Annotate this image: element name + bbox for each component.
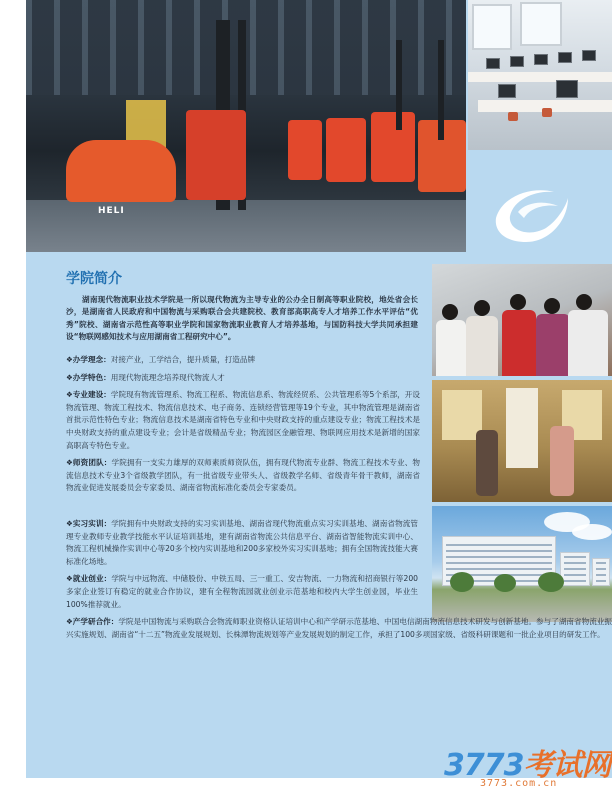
- forklift: [371, 112, 415, 182]
- intro-paragraph: 湖南现代物流职业技术学院是一所以现代物流为主导专业的公办全日制高等职业院校，地处省会长沙，是湖南省人民政府和中国物流与采购联合会共建院校、教育部高职高专人才培养工作水平评估“优秀”院校、湖南省示范性高等职业学院和国家物流职业教育人才培养基地，与国防科技大学共同承担建设“物联网感知技术与应用湖南省工程研究中心”。: [66, 295, 418, 342]
- info-item: [66, 573, 418, 611]
- watermark-number: 3773: [444, 748, 524, 783]
- watermark-url: 3773.com.cn: [480, 778, 558, 789]
- forklift: [186, 110, 246, 200]
- monitor: [556, 80, 578, 98]
- forklift-brand-label: HELI: [98, 206, 125, 216]
- forklift: [326, 118, 366, 182]
- student: [576, 294, 592, 310]
- lab-window: [520, 2, 562, 46]
- info-item: [66, 372, 420, 385]
- student: [466, 316, 498, 376]
- student: [476, 430, 498, 496]
- student: [436, 320, 466, 376]
- student: [442, 304, 458, 320]
- monitor: [558, 52, 572, 63]
- info-item-label: ❖办学特色：: [66, 372, 111, 382]
- warehouse-forklift-photo: [26, 0, 466, 252]
- info-item-label: ❖专业建设：: [66, 390, 111, 400]
- info-item-label: ❖办学理念：: [66, 355, 111, 364]
- student: [510, 294, 526, 310]
- info-item-text: 学院现有物流管理系、物流工程系、物流信息系、物流经贸系、公共管理系等5个系部，开设物流管理、物流工程技术、物流信息技术、电子商务、连锁经营管理等19个专业，其中物流管理是湖南省首批示范性特色专业；物流信息技术是湖南省特色专业和中央财政支持的重点建设专业；物流工程技术是中央财政支持的重点建设专业；会计是省级精品专业；物流园区金融管理、物联网应用技术是新增的国家高职高专特色专业。: [66, 390, 420, 450]
- monitor: [498, 84, 516, 98]
- info-item-label: ❖产学研合作：: [66, 617, 119, 627]
- info-list-narrow: [66, 354, 420, 500]
- student: [502, 310, 536, 376]
- info-list-wide: [66, 518, 612, 646]
- info-item: [66, 518, 418, 568]
- lab-window: [472, 4, 512, 50]
- forklift-mast: [438, 40, 444, 140]
- student: [544, 298, 560, 314]
- info-item-label: ❖实习实训：: [66, 519, 112, 528]
- monitor: [486, 58, 500, 69]
- student: [536, 314, 570, 376]
- site-watermark: [444, 740, 610, 800]
- student: [568, 310, 608, 376]
- info-item-text: 学院拥有中央财政支持的实习实训基地、湖南省现代物流重点实习实训基地、湖南省物流管理专业教师专业教学技能水平认证培训基地，建有湖南省物流公共信息平台、湖南省智能物流实训中心、物流工程机械操作实训中心等20多个校内实训基地和200多家校外实习实训基地；拥有全国物流技能大赛标准化场地。: [66, 519, 419, 566]
- classroom-students-photo: [432, 264, 612, 376]
- student: [550, 426, 574, 496]
- info-item: [66, 354, 420, 367]
- computer-lab-photo: [468, 0, 614, 150]
- forklift: [66, 140, 176, 202]
- monitor: [510, 56, 524, 67]
- info-item: [66, 616, 612, 641]
- info-item-text: 学院与中远物流、中储股份、中铁五局、三一重工、安吉物流、一力物流和招商银行等200多家企业签订有稳定的就业合作协议，建有全程物流园就业创业示范基地和校内大学生创业园，毕业生100%推荐就业。: [66, 574, 418, 609]
- college-logo-icon: [488, 168, 572, 252]
- forklift-mast: [396, 40, 402, 130]
- watermark-text: 考试网: [523, 748, 611, 783]
- monitor: [534, 54, 548, 65]
- info-item-label: ❖就业创业：: [66, 574, 112, 584]
- chair: [542, 108, 552, 117]
- doorway: [506, 388, 538, 468]
- section-title: 学院简介: [66, 271, 122, 287]
- chair: [508, 112, 518, 121]
- student: [474, 300, 490, 316]
- info-item-text: 对接产业，工学结合，提升质量，打造品牌: [110, 355, 256, 364]
- info-item: [66, 389, 420, 452]
- info-item-label: ❖师资团队：: [66, 458, 112, 468]
- info-item-text: 用现代物流理念培养现代物流人才: [110, 372, 225, 382]
- info-item: [66, 457, 420, 495]
- info-item-text: 学院是中国物流与采购联合会物流师职业资格认证培训中心和产学研示范基地、中国电信湖南物流信息技术研发与创新基地。参与了湖南省物流业振兴实施规划、湖南省“十二五”物流业发展规划、长株潭物流规划等产业发展规划的制定工作，承担了100多项国家级、省级科研课题和一批企业项目的研发工作。: [66, 617, 612, 639]
- forklift: [288, 120, 322, 180]
- lab-desk: [468, 72, 614, 82]
- warehouse-floor: [26, 200, 466, 252]
- dormitory-photo: [432, 380, 612, 502]
- info-item-text: 学院拥有一支实力雄厚的双师素质师资队伍，拥有现代物流专业群、物流工程技术专业、物流信息技术专业3个省级教学团队，有一批省级专业带头人、省级教学名师、省级青年骨干教师，湖南省物流业促进发展委员会专家委员、湖南省物流标准化委员会专家委员。: [66, 458, 421, 493]
- monitor: [582, 50, 596, 61]
